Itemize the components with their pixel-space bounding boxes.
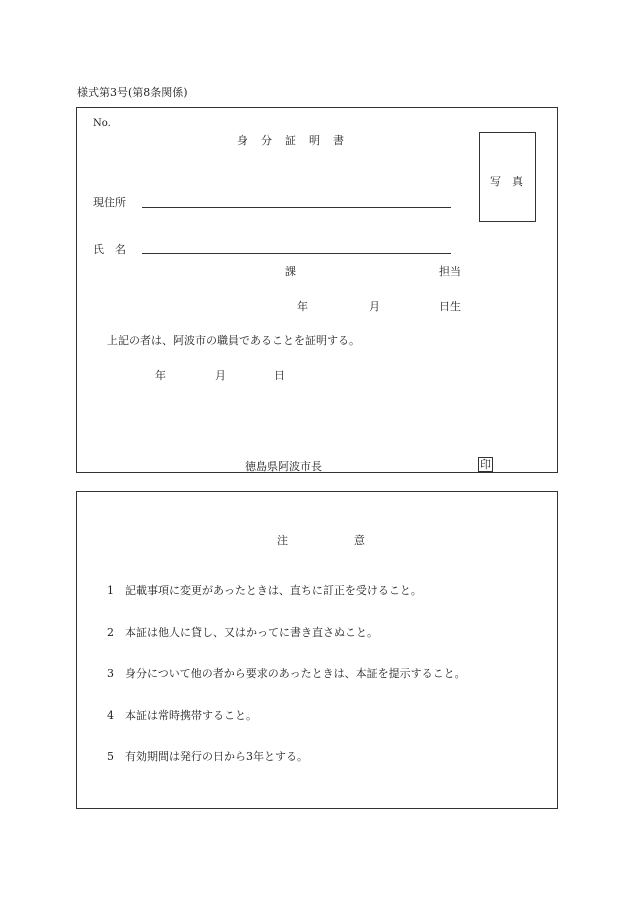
note-item (107, 748, 308, 764)
note-text: 本証は他人に貸し、又はかってに書き直さぬこと。 (125, 626, 378, 639)
note-item (107, 665, 466, 681)
note-item (107, 624, 378, 640)
photo-label: 写 真 (490, 175, 523, 188)
name-line (142, 253, 451, 254)
certificate-no-label: No. (93, 118, 111, 129)
note-number: 2 (107, 626, 114, 639)
note-item (107, 582, 422, 598)
issuer-name: 徳島県阿波市長 (245, 460, 322, 473)
address-line (142, 207, 451, 208)
certification-statement: 上記の者は、阿波市の職員であることを証明する。 (107, 334, 360, 347)
note-number: 5 (107, 750, 114, 763)
note-item (107, 707, 257, 723)
certificate-title: 身 分 証 明 書 (237, 134, 345, 147)
note-number: 1 (107, 584, 114, 597)
note-text: 本証は常時携帯すること。 (125, 709, 257, 722)
birth-day-label: 日生 (439, 300, 461, 313)
name-label: 氏 名 (93, 243, 126, 256)
certificate-card (76, 107, 558, 473)
charge-label: 担当 (439, 265, 461, 278)
notes-title: 注 意 (277, 534, 365, 547)
issue-day-label: 日 (274, 369, 285, 382)
seal-mark: 印 (480, 458, 491, 471)
notes-card (76, 491, 558, 809)
section-label: 課 (285, 265, 296, 278)
form-number: 様式第3号(第8条関係) (77, 86, 188, 99)
note-number: 4 (107, 709, 114, 722)
issue-year-label: 年 (155, 369, 166, 382)
address-label: 現住所 (93, 196, 126, 209)
birth-month-label: 月 (369, 300, 380, 313)
note-number: 3 (107, 667, 114, 680)
photo-box (479, 132, 536, 222)
note-text: 記載事項に変更があったときは、直ちに訂正を受けること。 (125, 584, 422, 597)
note-text: 身分について他の者から要求のあったときは、本証を提示すること。 (125, 667, 466, 680)
issue-month-label: 月 (215, 369, 226, 382)
note-text: 有効期間は発行の日から3年とする。 (125, 750, 308, 763)
birth-year-label: 年 (297, 300, 308, 313)
